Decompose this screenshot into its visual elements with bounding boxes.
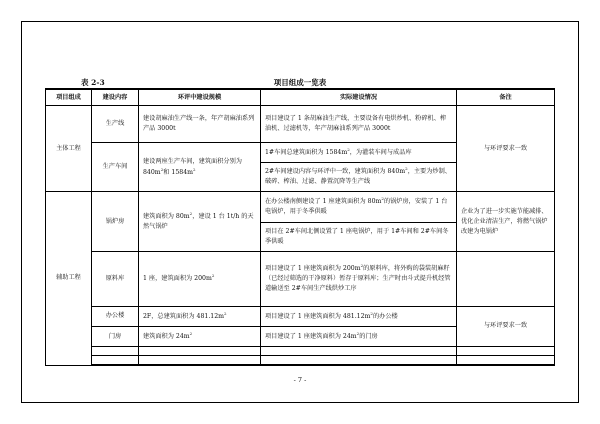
table-number: 表 2-3 <box>81 78 105 87</box>
page-number: - 7 - <box>293 376 307 384</box>
project-composition-table <box>45 88 555 366</box>
table-row <box>46 192 555 223</box>
planned-cell: 建设两座生产车间，建筑面积分别为 $840m^2$和 $1584m^2$ <box>139 143 261 192</box>
actual-cell: 项目建设了 1 座建筑面积为 $481.12m^2$的办公楼 <box>261 306 457 326</box>
table-row <box>46 252 555 306</box>
header-content: 建设内容 <box>92 89 139 106</box>
note-cell: 与环评要求一致 <box>457 306 555 347</box>
actual-cell: 2#车间建设内容与环评中一致，建筑面积为 $840m^2$，主要为炒制、破碎、榨油、过滤、静置沉降等生产线 <box>261 162 457 191</box>
planned-cell: 1 座，建筑面积为 $200m^2$ <box>139 252 261 306</box>
note-cell: 与环评要求一致 <box>457 106 555 192</box>
actual-cell: 项目建设了 1 座建筑面积为 $24m^2$的门房 <box>261 326 457 346</box>
table-row <box>46 347 555 356</box>
actual-cell: 项目在 2#车间北侧设置了 1 座电锅炉，用于 1#车间和 2#车间冬季供暖 <box>261 222 457 251</box>
table-row <box>46 306 555 326</box>
planned-cell: 建筑面积为 $80m^2$，建设 1 台 1t/h 的天然气锅炉 <box>139 192 261 252</box>
planned-cell: 2F，总建筑面积为 $481.12m^2$ <box>139 306 261 326</box>
planned-cell: 建设胡麻油生产线一条，年产胡麻油系列产品 3000t <box>139 106 261 143</box>
table-row <box>46 106 555 143</box>
header-actual: 实际建设情况 <box>261 89 457 106</box>
actual-cell: 1#车间总建筑面积为 $1584m^2$，为灌装车间与成品库 <box>261 143 457 162</box>
content-cell: 锅炉房 <box>92 192 139 252</box>
content-cell: 生产车间 <box>92 143 139 192</box>
header-note: 备注 <box>457 89 555 106</box>
note-cell <box>457 252 555 306</box>
content-cell: 原料库 <box>92 252 139 306</box>
table-title: 项目组成一览表 <box>273 78 327 87</box>
header-row <box>46 89 555 106</box>
actual-cell: 项目建设了 1 条胡麻油生产线，主要设备有电烘炒机、粉碎机、榨油机、过滤机等，年产胡麻油系列产品 3000t <box>261 106 457 143</box>
note-cell: 企业为了进一步实施节能减排、优化企业清洁生产，将燃气锅炉改建为电锅炉 <box>457 192 555 252</box>
table-row <box>46 356 555 365</box>
group-main: 主体工程 <box>46 106 92 192</box>
content-cell: 门房 <box>92 326 139 346</box>
planned-cell: 建筑面积为 $24m^2$ <box>139 326 261 346</box>
content-cell: 办公楼 <box>92 306 139 326</box>
header-group: 项目组成 <box>46 89 92 106</box>
actual-cell: 在办公楼南侧建设了 1 座建筑面积为 $80m^2$的锅炉房，安装了 1 台电锅炉，用于冬季供暖 <box>261 192 457 223</box>
group-aux: 辅助工程 <box>46 192 92 365</box>
actual-cell: 项目建设了 1 座建筑面积为 $200m^2$的原料库，将外购的袋装胡麻籽（已经过筛选的干净原料）暂存于原料库；生产时由斗式提升机经管道输送至 2#车间生产线烘炒工序 <box>261 252 457 306</box>
content-cell: 生产线 <box>92 106 139 143</box>
header-planned: 环评中建设规模 <box>139 89 261 106</box>
